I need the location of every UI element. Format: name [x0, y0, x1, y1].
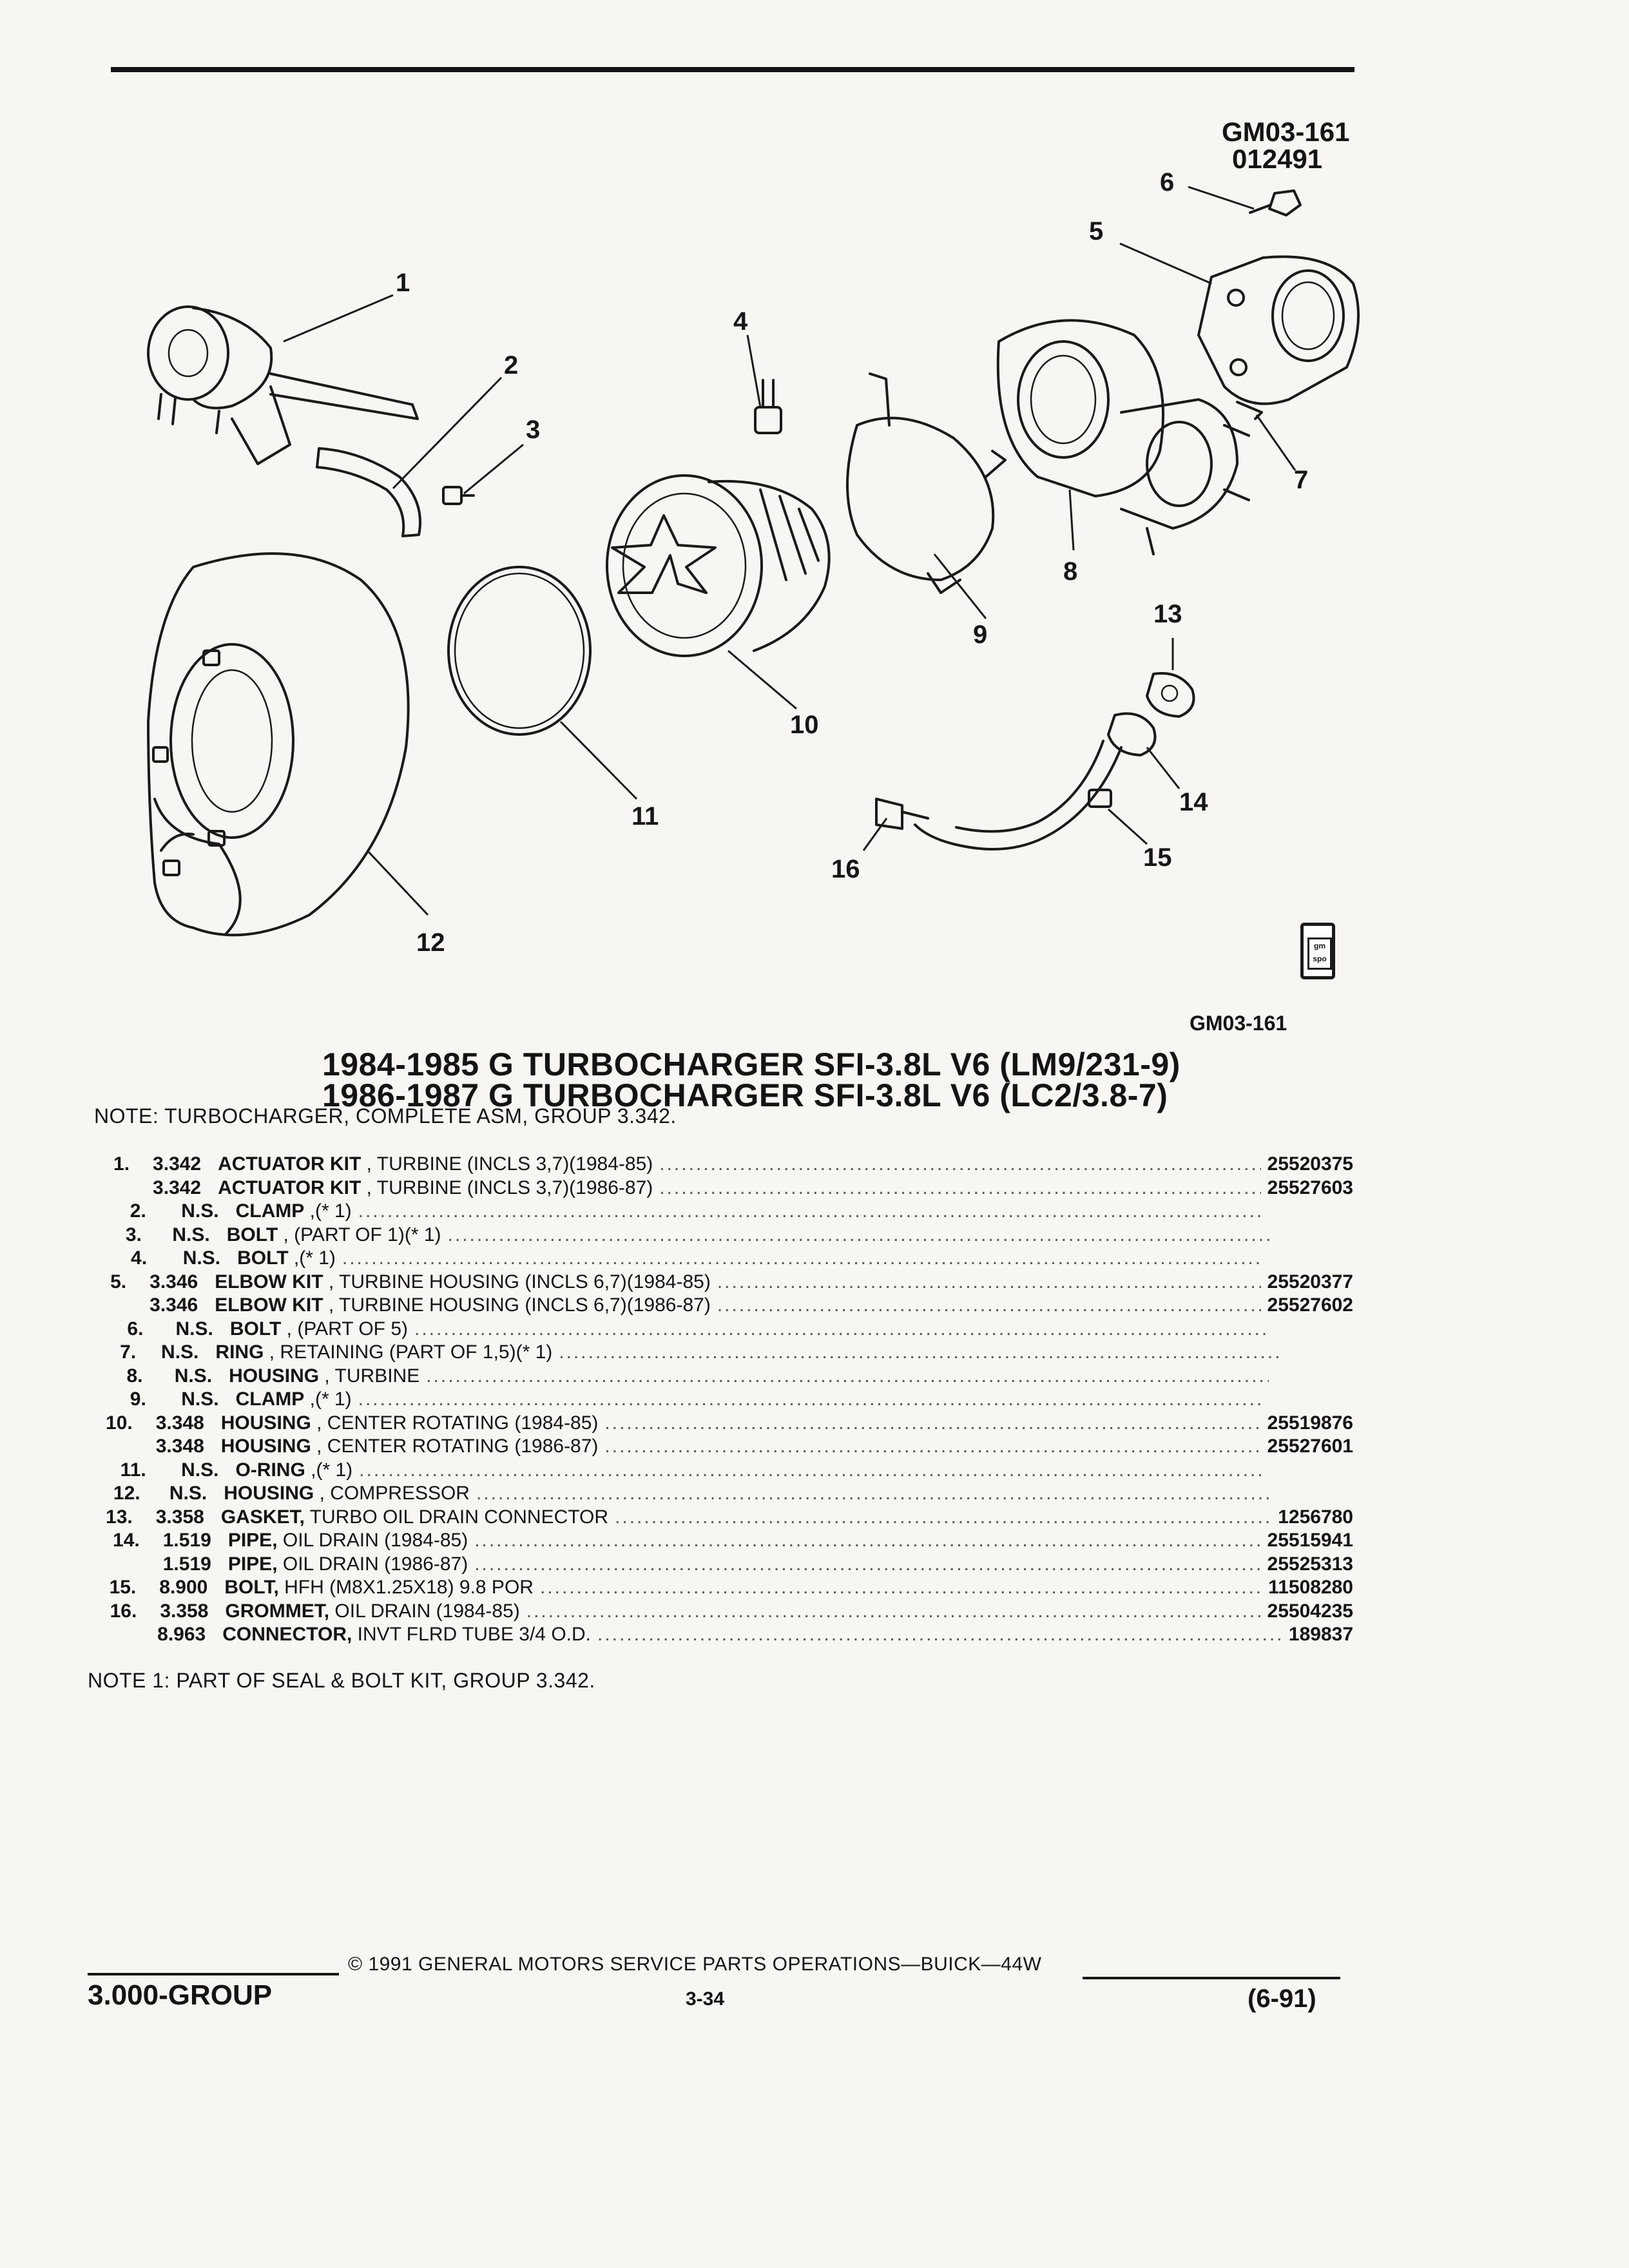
part-number: 25525313 [1267, 1553, 1353, 1575]
group-number: 3.346 [149, 1294, 198, 1316]
part-description [236, 1200, 352, 1222]
leader-dots [604, 1436, 1260, 1457]
parts-row [97, 1412, 1353, 1436]
part-description [229, 1365, 419, 1387]
group-number: 3.342 [153, 1153, 202, 1175]
callout-9: 9 [973, 620, 988, 649]
part-name: ACTUATOR KIT [218, 1177, 361, 1198]
item-number: 8. [126, 1365, 143, 1387]
part-name: ELBOW KIT [215, 1271, 323, 1293]
title-line-2: 1986-1987 G TURBOCHARGER SFI-3.8L V6 (LC2/3.8-7) [322, 1077, 1168, 1113]
part-detail: ,(* 1) [304, 1389, 352, 1410]
parts-row [97, 1553, 1353, 1577]
leader-dots [358, 1389, 1263, 1410]
part-description [236, 1389, 352, 1410]
part-description [224, 1577, 534, 1599]
part-name: RING [215, 1341, 264, 1363]
part-name: HOUSING [220, 1412, 311, 1434]
group-number: N.S. [175, 1318, 213, 1340]
leader-dots [717, 1271, 1261, 1293]
parts-row [97, 1530, 1353, 1553]
part-name: PIPE, [227, 1553, 278, 1575]
callout-leaders [284, 187, 1295, 915]
leader-dots [342, 1247, 1262, 1269]
o-ring-drawing [448, 567, 590, 735]
logo-text: gm spo [1307, 937, 1332, 970]
part-name: BOLT [229, 1318, 282, 1340]
part-name: HOUSING [220, 1436, 311, 1457]
part-detail: , TURBINE [319, 1365, 420, 1387]
callout-12: 12 [416, 928, 445, 957]
part-detail: ,(* 1) [304, 1200, 352, 1222]
parts-row [97, 1294, 1353, 1318]
part-description [225, 1600, 519, 1622]
part-description [218, 1153, 653, 1175]
oil-drain-drawing [876, 673, 1194, 849]
group-number: N.S. [174, 1365, 213, 1387]
part-detail: , TURBINE (INCLS 3,7)(1986-87) [361, 1177, 653, 1198]
page-title [322, 1046, 1181, 1113]
parts-row [97, 1318, 1353, 1342]
parts-list [97, 1153, 1353, 1648]
leader-dots [448, 1224, 1271, 1246]
callout-7: 7 [1294, 466, 1309, 494]
footer-group: 3.000-GROUP [88, 1979, 273, 2011]
parts-row [97, 1459, 1353, 1483]
group-number: 3.348 [155, 1436, 204, 1457]
item-number: 3. [125, 1224, 142, 1245]
callout-6: 6 [1160, 168, 1175, 197]
group-number: N.S. [172, 1224, 210, 1245]
part-detail: , CENTER ROTATING (1984-85) [311, 1412, 599, 1434]
item-number: 11. [120, 1459, 146, 1481]
compressor-housing-drawing [148, 553, 409, 935]
elbow-drawing [1199, 256, 1358, 403]
callout-2: 2 [504, 351, 519, 380]
item-number: 14. [113, 1530, 140, 1551]
callout-8: 8 [1063, 557, 1078, 586]
item-number: 4. [131, 1247, 148, 1269]
part-description [235, 1459, 352, 1481]
group-number: 3.358 [155, 1506, 204, 1528]
group-number: 1.519 [162, 1553, 211, 1575]
footer-date: (6-91) [1248, 1984, 1316, 2013]
leader-dots [426, 1365, 1269, 1387]
leader-dots [476, 1483, 1273, 1504]
part-number: 25527602 [1267, 1294, 1353, 1316]
leader-dots [659, 1153, 1260, 1175]
parts-row [97, 1153, 1353, 1177]
clamp-plate-drawing [847, 374, 1005, 593]
part-number: 25520377 [1267, 1271, 1353, 1293]
callout-15: 15 [1143, 843, 1172, 872]
diagram-caption: GM03-161 [1190, 1012, 1287, 1035]
part-detail: ,(* 1) [305, 1459, 353, 1481]
part-name: GASKET, [220, 1506, 305, 1528]
part-detail: , (PART OF 1)(* 1) [278, 1224, 441, 1245]
callout-13: 13 [1153, 600, 1182, 628]
part-number: 25527601 [1267, 1436, 1353, 1457]
part-number: 25520375 [1267, 1153, 1353, 1175]
parts-row [97, 1271, 1353, 1295]
item-number: 1. [113, 1153, 130, 1175]
leader-dots [474, 1530, 1260, 1552]
leader-dots [474, 1553, 1260, 1575]
footer-rule-right [1083, 1977, 1340, 1979]
leader-dots [414, 1318, 1268, 1340]
parts-row [97, 1389, 1353, 1412]
part-number: 1256780 [1278, 1506, 1353, 1528]
part-description [221, 1412, 599, 1434]
part-description [228, 1530, 468, 1552]
exploded-parts-diagram [0, 0, 1629, 1044]
leader-dots [540, 1577, 1262, 1599]
part-detail: , CENTER ROTATING (1986-87) [311, 1436, 599, 1457]
parts-row [97, 1506, 1353, 1530]
part-description [227, 1224, 441, 1246]
item-number: 9. [130, 1389, 146, 1410]
item-number: 5. [110, 1271, 127, 1293]
parts-row [97, 1341, 1353, 1365]
gm-spo-logo [1300, 923, 1335, 979]
part-number: 25527603 [1267, 1177, 1353, 1198]
parts-row [97, 1577, 1353, 1600]
leader-dots [559, 1341, 1280, 1363]
group-number: 3.342 [153, 1177, 202, 1198]
part-detail: , (PART OF 5) [281, 1318, 409, 1340]
leader-dots [526, 1600, 1261, 1622]
item-number: 12. [113, 1483, 140, 1504]
part-name: CONNECTOR, [222, 1624, 352, 1645]
group-number: 3.358 [160, 1600, 209, 1622]
bolt-4-drawing [755, 380, 781, 433]
page-number: 3-34 [686, 1988, 725, 2010]
clamp-strap-drawing [317, 448, 420, 536]
part-number: 11508280 [1268, 1577, 1353, 1598]
part-name: GROMMET, [225, 1600, 330, 1622]
parts-row [97, 1247, 1353, 1271]
figure-code: GM03-161 [1222, 117, 1350, 147]
item-number: 13. [106, 1506, 133, 1528]
callout-11: 11 [631, 802, 659, 831]
leader-dots [717, 1294, 1261, 1316]
callout-3: 3 [526, 416, 541, 444]
note-top: NOTE: TURBOCHARGER, COMPLETE ASM, GROUP 3.342. [94, 1104, 677, 1128]
part-detail: OIL DRAIN (1984-85) [329, 1600, 520, 1622]
leader-dots [659, 1177, 1260, 1199]
part-detail: ,(* 1) [288, 1247, 336, 1269]
group-number: 8.900 [159, 1577, 208, 1598]
figure-date: 012491 [1232, 144, 1323, 174]
part-description [228, 1553, 468, 1575]
part-description [237, 1247, 336, 1269]
part-description [215, 1294, 711, 1316]
part-detail: , TURBINE HOUSING (INCLS 6,7)(1986-87) [323, 1294, 711, 1316]
part-description [230, 1318, 408, 1340]
group-number: N.S. [161, 1341, 199, 1363]
part-detail: HFH (M8X1.25X18) 9.8 POR [278, 1577, 534, 1598]
item-number: 15. [109, 1577, 137, 1598]
parts-row [97, 1624, 1353, 1648]
group-number: N.S. [181, 1459, 219, 1481]
part-description [218, 1177, 653, 1199]
part-detail: INVT FLRD TUBE 3/4 O.D. [352, 1624, 591, 1645]
leader-dots [359, 1459, 1263, 1481]
footer-copyright: © 1991 GENERAL MOTORS SERVICE PARTS OPERATIONS—BUICK—44W [348, 1954, 1042, 1975]
part-detail: OIL DRAIN (1984-85) [277, 1530, 468, 1551]
group-number: N.S. [182, 1247, 221, 1269]
group-number: N.S. [181, 1200, 219, 1222]
part-name: PIPE, [227, 1530, 278, 1551]
part-description [224, 1483, 470, 1504]
group-number: 3.348 [155, 1412, 204, 1434]
group-number: 8.963 [157, 1624, 206, 1645]
item-number: 6. [127, 1318, 144, 1340]
leader-dots [358, 1200, 1263, 1222]
part-name: ELBOW KIT [215, 1294, 323, 1316]
part-description [221, 1436, 599, 1457]
parts-row [97, 1177, 1353, 1201]
title-line-1: 1984-1985 G TURBOCHARGER SFI-3.8L V6 (LM9/231-9) [322, 1046, 1181, 1082]
parts-row [97, 1436, 1353, 1459]
turbine-housing-drawing [998, 320, 1249, 554]
part-number: 189837 [1288, 1624, 1353, 1645]
group-number: 3.346 [149, 1271, 198, 1293]
part-name: HOUSING [224, 1483, 314, 1504]
footer-rule-left [88, 1973, 339, 1975]
part-detail: TURBO OIL DRAIN CONNECTOR [304, 1506, 609, 1528]
parts-row [97, 1224, 1353, 1248]
leader-dots [597, 1624, 1282, 1646]
group-number: 1.519 [162, 1530, 211, 1551]
item-number: 2. [130, 1200, 146, 1222]
actuator-drawing [148, 307, 418, 464]
part-name: BOLT [237, 1247, 289, 1269]
part-description [215, 1341, 552, 1363]
part-detail: , COMPRESSOR [314, 1483, 470, 1504]
callout-4: 4 [733, 307, 748, 336]
callout-16: 16 [831, 855, 860, 883]
item-number: 10. [105, 1412, 133, 1434]
part-name: CLAMP [235, 1389, 305, 1410]
part-number: 25504235 [1267, 1600, 1353, 1622]
group-number: N.S. [169, 1483, 207, 1504]
parts-row [97, 1600, 1353, 1624]
part-detail: , TURBINE HOUSING (INCLS 6,7)(1984-85) [323, 1271, 711, 1293]
callout-10: 10 [790, 711, 819, 739]
part-number: 25519876 [1267, 1412, 1353, 1434]
part-description [221, 1506, 608, 1528]
parts-row [97, 1365, 1353, 1389]
parts-row [97, 1483, 1353, 1506]
leader-dots [615, 1506, 1271, 1528]
item-number: 7. [120, 1341, 137, 1363]
part-name: BOLT [226, 1224, 278, 1245]
callout-14: 14 [1179, 788, 1208, 816]
part-detail: OIL DRAIN (1986-87) [277, 1553, 468, 1575]
parts-row [97, 1200, 1353, 1224]
part-name: BOLT, [224, 1577, 279, 1598]
part-name: O-RING [235, 1459, 305, 1481]
item-number: 16. [110, 1600, 137, 1622]
part-name: CLAMP [235, 1200, 305, 1222]
part-name: ACTUATOR KIT [218, 1153, 361, 1175]
group-number: N.S. [181, 1389, 219, 1410]
bolt-6-drawing [1250, 191, 1300, 215]
part-number: 25515941 [1267, 1530, 1353, 1551]
callout-5: 5 [1089, 217, 1104, 245]
part-description [215, 1271, 711, 1293]
leader-dots [604, 1412, 1260, 1434]
callout-1: 1 [396, 269, 410, 297]
part-detail: , TURBINE (INCLS 3,7)(1984-85) [361, 1153, 653, 1175]
note-bottom: NOTE 1: PART OF SEAL & BOLT KIT, GROUP 3.342. [88, 1669, 595, 1692]
part-description [222, 1624, 591, 1646]
center-housing-drawing [607, 476, 829, 656]
part-detail: , RETAINING (PART OF 1,5)(* 1) [264, 1341, 553, 1363]
part-name: HOUSING [229, 1365, 320, 1387]
